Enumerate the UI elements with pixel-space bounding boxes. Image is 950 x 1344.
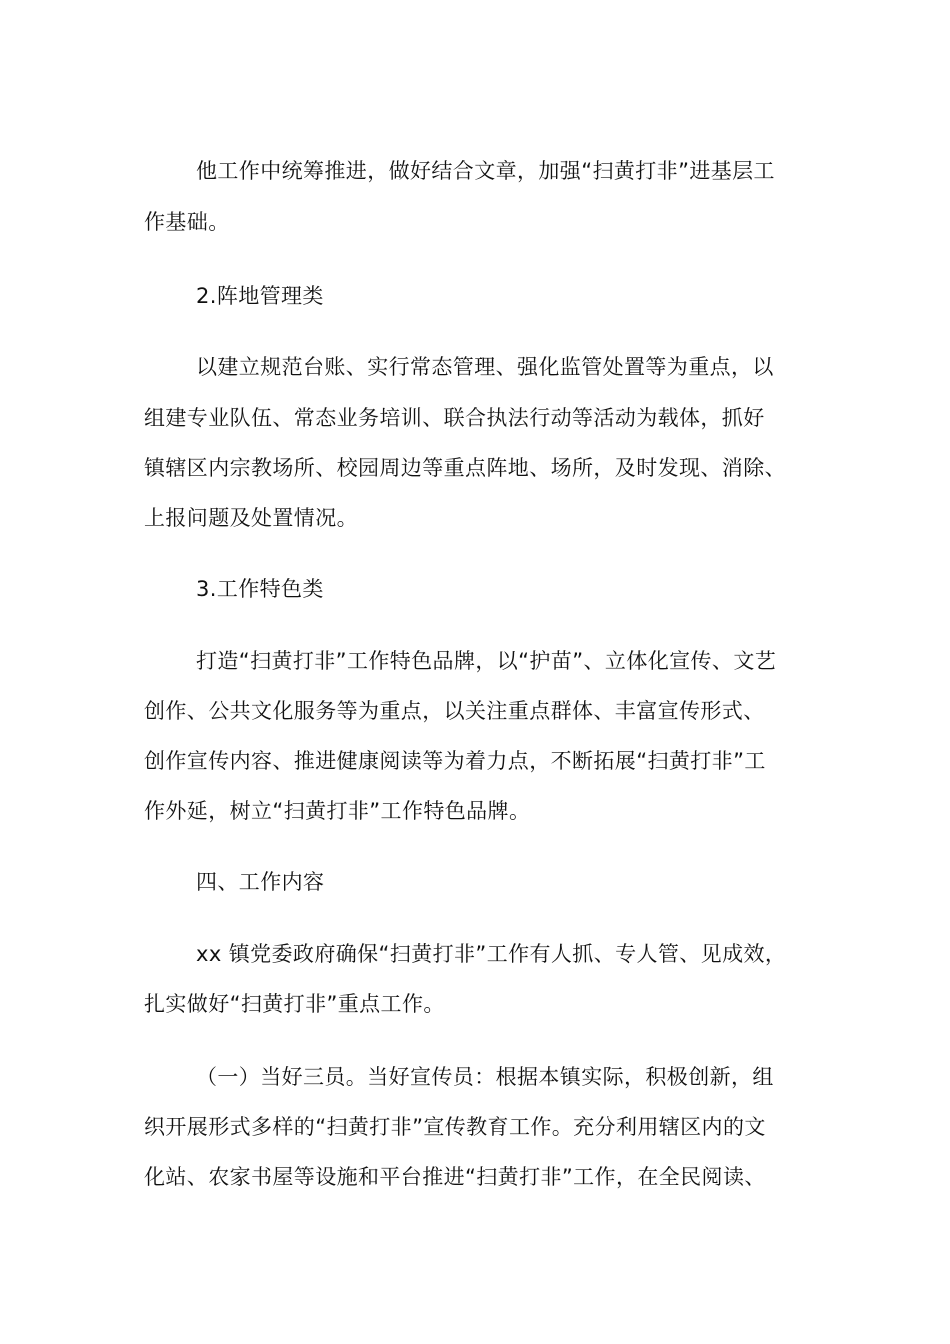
section-heading: 四、工作内容 bbox=[196, 870, 325, 894]
paragraph-line: 以建立规范台账、实行常态管理、强化监管处置等为重点，以 bbox=[196, 355, 774, 379]
paragraph-line: 组建专业队伍、常态业务培训、联合执法行动等活动为载体，抓好 bbox=[144, 406, 765, 430]
paragraph-line: 作基础。 bbox=[144, 210, 230, 234]
paragraph-line: 扎实做好“扫黄打非”重点工作。 bbox=[144, 992, 445, 1016]
paragraph-line: 织开展形式多样的“扫黄打非”宣传教育工作。充分利用辖区内的文 bbox=[144, 1115, 766, 1139]
paragraph-line: 打造“扫黄打非”工作特色品牌，以“护苗”、立体化宣传、文艺 bbox=[196, 649, 777, 673]
paragraph-line: （一）当好三员。当好宣传员：根据本镇实际，积极创新，组 bbox=[196, 1065, 774, 1089]
paragraph-line: 上报问题及处置情况。 bbox=[144, 506, 358, 530]
paragraph-line: 化站、农家书屋等设施和平台推进“扫黄打非”工作，在全民阅读、 bbox=[144, 1165, 766, 1189]
section-heading: 3.工作特色类 bbox=[196, 577, 324, 601]
section-heading: 2.阵地管理类 bbox=[196, 284, 324, 308]
paragraph-line: 创作、公共文化服务等为重点，以关注重点群体、丰富宣传形式、 bbox=[144, 699, 765, 723]
paragraph-line: 创作宣传内容、推进健康阅读等为着力点，不断拓展“扫黄打非”工 bbox=[144, 749, 766, 773]
paragraph-line: xx 镇党委政府确保“扫黄打非”工作有人抓、专人管、见成效， bbox=[196, 942, 787, 966]
paragraph-line: 作外延，树立“扫黄打非”工作特色品牌。 bbox=[144, 799, 531, 823]
paragraph-line: 他工作中统筹推进，做好结合文章，加强“扫黄打非”进基层工 bbox=[196, 159, 775, 183]
paragraph-line: 镇辖区内宗教场所、校园周边等重点阵地、场所，及时发现、消除、 bbox=[144, 456, 786, 480]
